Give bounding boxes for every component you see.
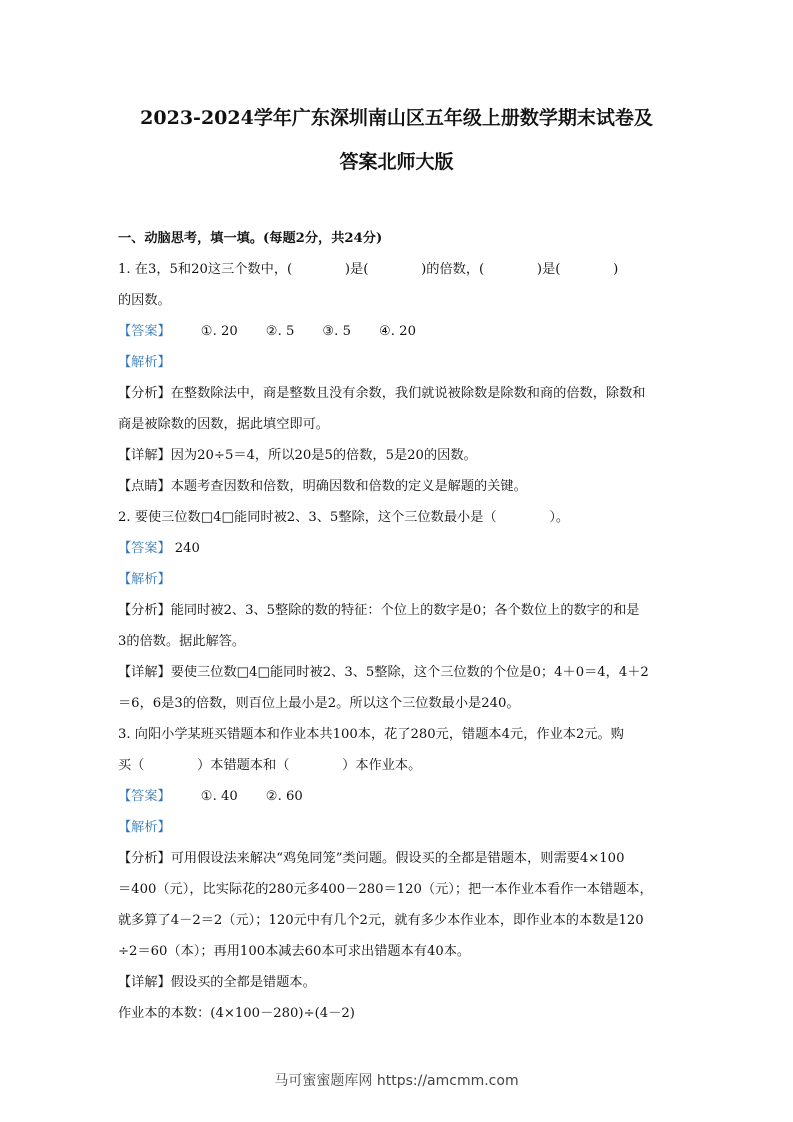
q1-fenxi-line-2: 商是被除数的因数，据此填空即可。 [118, 417, 329, 432]
q3-fenxi-line-2: ＝400（元），比实际花的280元多400－280＝120（元）；把一本作业本看作一本错题本， [118, 882, 653, 897]
q1-text-line-1: 1. 在3，5和20这三个数中，( )是( )的倍数，( )是( ) [118, 262, 619, 277]
q1-answer-4: ④. 20 [378, 324, 416, 339]
fenxi-tag: 【分析】 [118, 603, 171, 618]
q3-analysis-tag: 【解析】 [118, 820, 171, 835]
q1-text-line-2: 的因数。 [118, 293, 171, 308]
q2-fenxi-line-2: 3的倍数。据此解答。 [118, 634, 246, 649]
q1-fenxi-line-1 [118, 378, 680, 409]
q2-answer-value: 240 [174, 541, 200, 556]
q2-analysis-tag: 【解析】 [118, 572, 171, 587]
q1-answer-3: ③. 5 [322, 324, 351, 339]
q1-answer [118, 316, 680, 347]
q1-answer-1: ①. 20 [200, 324, 238, 339]
q3-xiangjie-line-1 [118, 967, 680, 998]
section-heading: 一、动脑思考，填一填。(每题2分，共24分) [118, 231, 383, 246]
dianjing-tag: 【点睛】 [118, 479, 171, 494]
footer-watermark: 马可蜜蜜题库网 https://amcmm.com [274, 1073, 519, 1089]
q2-answer [118, 533, 680, 564]
q3-xiangjie-line-2: 作业本的本数：(4×100－280)÷(4－2) [118, 1006, 355, 1021]
q3-fenxi-text-1: 可用假设法来解决“鸡兔同笼”类问题。假设买的全都是错题本，则需要4×100 [170, 851, 625, 866]
answer-tag: 【答案】 [118, 324, 171, 339]
q3-fenxi-line-3: 就多算了4－2＝2（元）；120元中有几个2元，就有多少本作业本，即作业本的本数是120 [118, 913, 644, 928]
q1-dianjing [118, 471, 680, 502]
fenxi-tag: 【分析】 [118, 386, 171, 401]
xiangjie-tag: 【详解】 [118, 975, 171, 990]
q1-answer-2: ②. 5 [265, 324, 295, 339]
q3-text-line-2: 买（ ）本错题本和（ ）本作业本。 [118, 758, 422, 773]
fenxi-tag: 【分析】 [118, 851, 171, 866]
q3-text-line-1: 3. 向阳小学某班买错题本和作业本共100本，花了280元，错题本4元，作业本2元。购 [118, 727, 624, 742]
q3-xiangjie-text-1: 假设买的全都是错题本。 [170, 975, 316, 990]
q3-answer-1: ①. 40 [200, 789, 238, 804]
q2-xiangjie-line-2: ＝6，6是3的倍数，则百位上最小是2。所以这个三位数最小是240。 [118, 696, 520, 711]
q1-xiangjie [118, 440, 680, 471]
q2-fenxi-text-1: 能同时被2、3、5整除的数的特征：个位上的数字是0；各个数位上的数字的和是 [170, 603, 640, 618]
document-title [110, 96, 683, 184]
title-line-1: 2023-2024学年广东深圳南山区五年级上册数学期末试卷及 [140, 107, 653, 129]
q2-xiangjie-line-1 [118, 657, 680, 688]
answer-tag: 【答案】 [118, 789, 171, 804]
q3-fenxi-line-4: ÷2＝60（本）；再用100本减去60本可求出错题本有40本。 [118, 944, 471, 959]
q3-fenxi-line-1 [118, 843, 680, 874]
q2-xiangjie-text-1: 要使三位数□4□能同时被2、3、5整除，这个三位数的个位是0；4＋0＝4，4＋2 [170, 665, 649, 680]
q3-answer [118, 781, 680, 812]
title-line-2: 答案北师大版 [339, 151, 454, 173]
document-body [118, 223, 680, 1029]
q1-dianjing-text: 本题考查因数和倍数，明确因数和倍数的定义是解题的关键。 [170, 479, 527, 494]
xiangjie-tag: 【详解】 [118, 665, 171, 680]
q2-fenxi-line-1 [118, 595, 680, 626]
q1-xiangjie-text: 因为20÷5＝4，所以20是5的倍数，5是20的因数。 [170, 448, 477, 463]
q3-answer-2: ②. 60 [265, 789, 303, 804]
answer-tag: 【答案】 [118, 541, 171, 556]
xiangjie-tag: 【详解】 [118, 448, 171, 463]
q1-fenxi-text-1: 在整数除法中，商是整数且没有余数，我们就说被除数是除数和商的倍数，除数和 [170, 386, 646, 401]
q2-text: 2. 要使三位数□4□能同时被2、3、5整除，这个三位数最小是（ ）。 [118, 510, 570, 525]
q1-analysis-tag: 【解析】 [118, 355, 171, 370]
